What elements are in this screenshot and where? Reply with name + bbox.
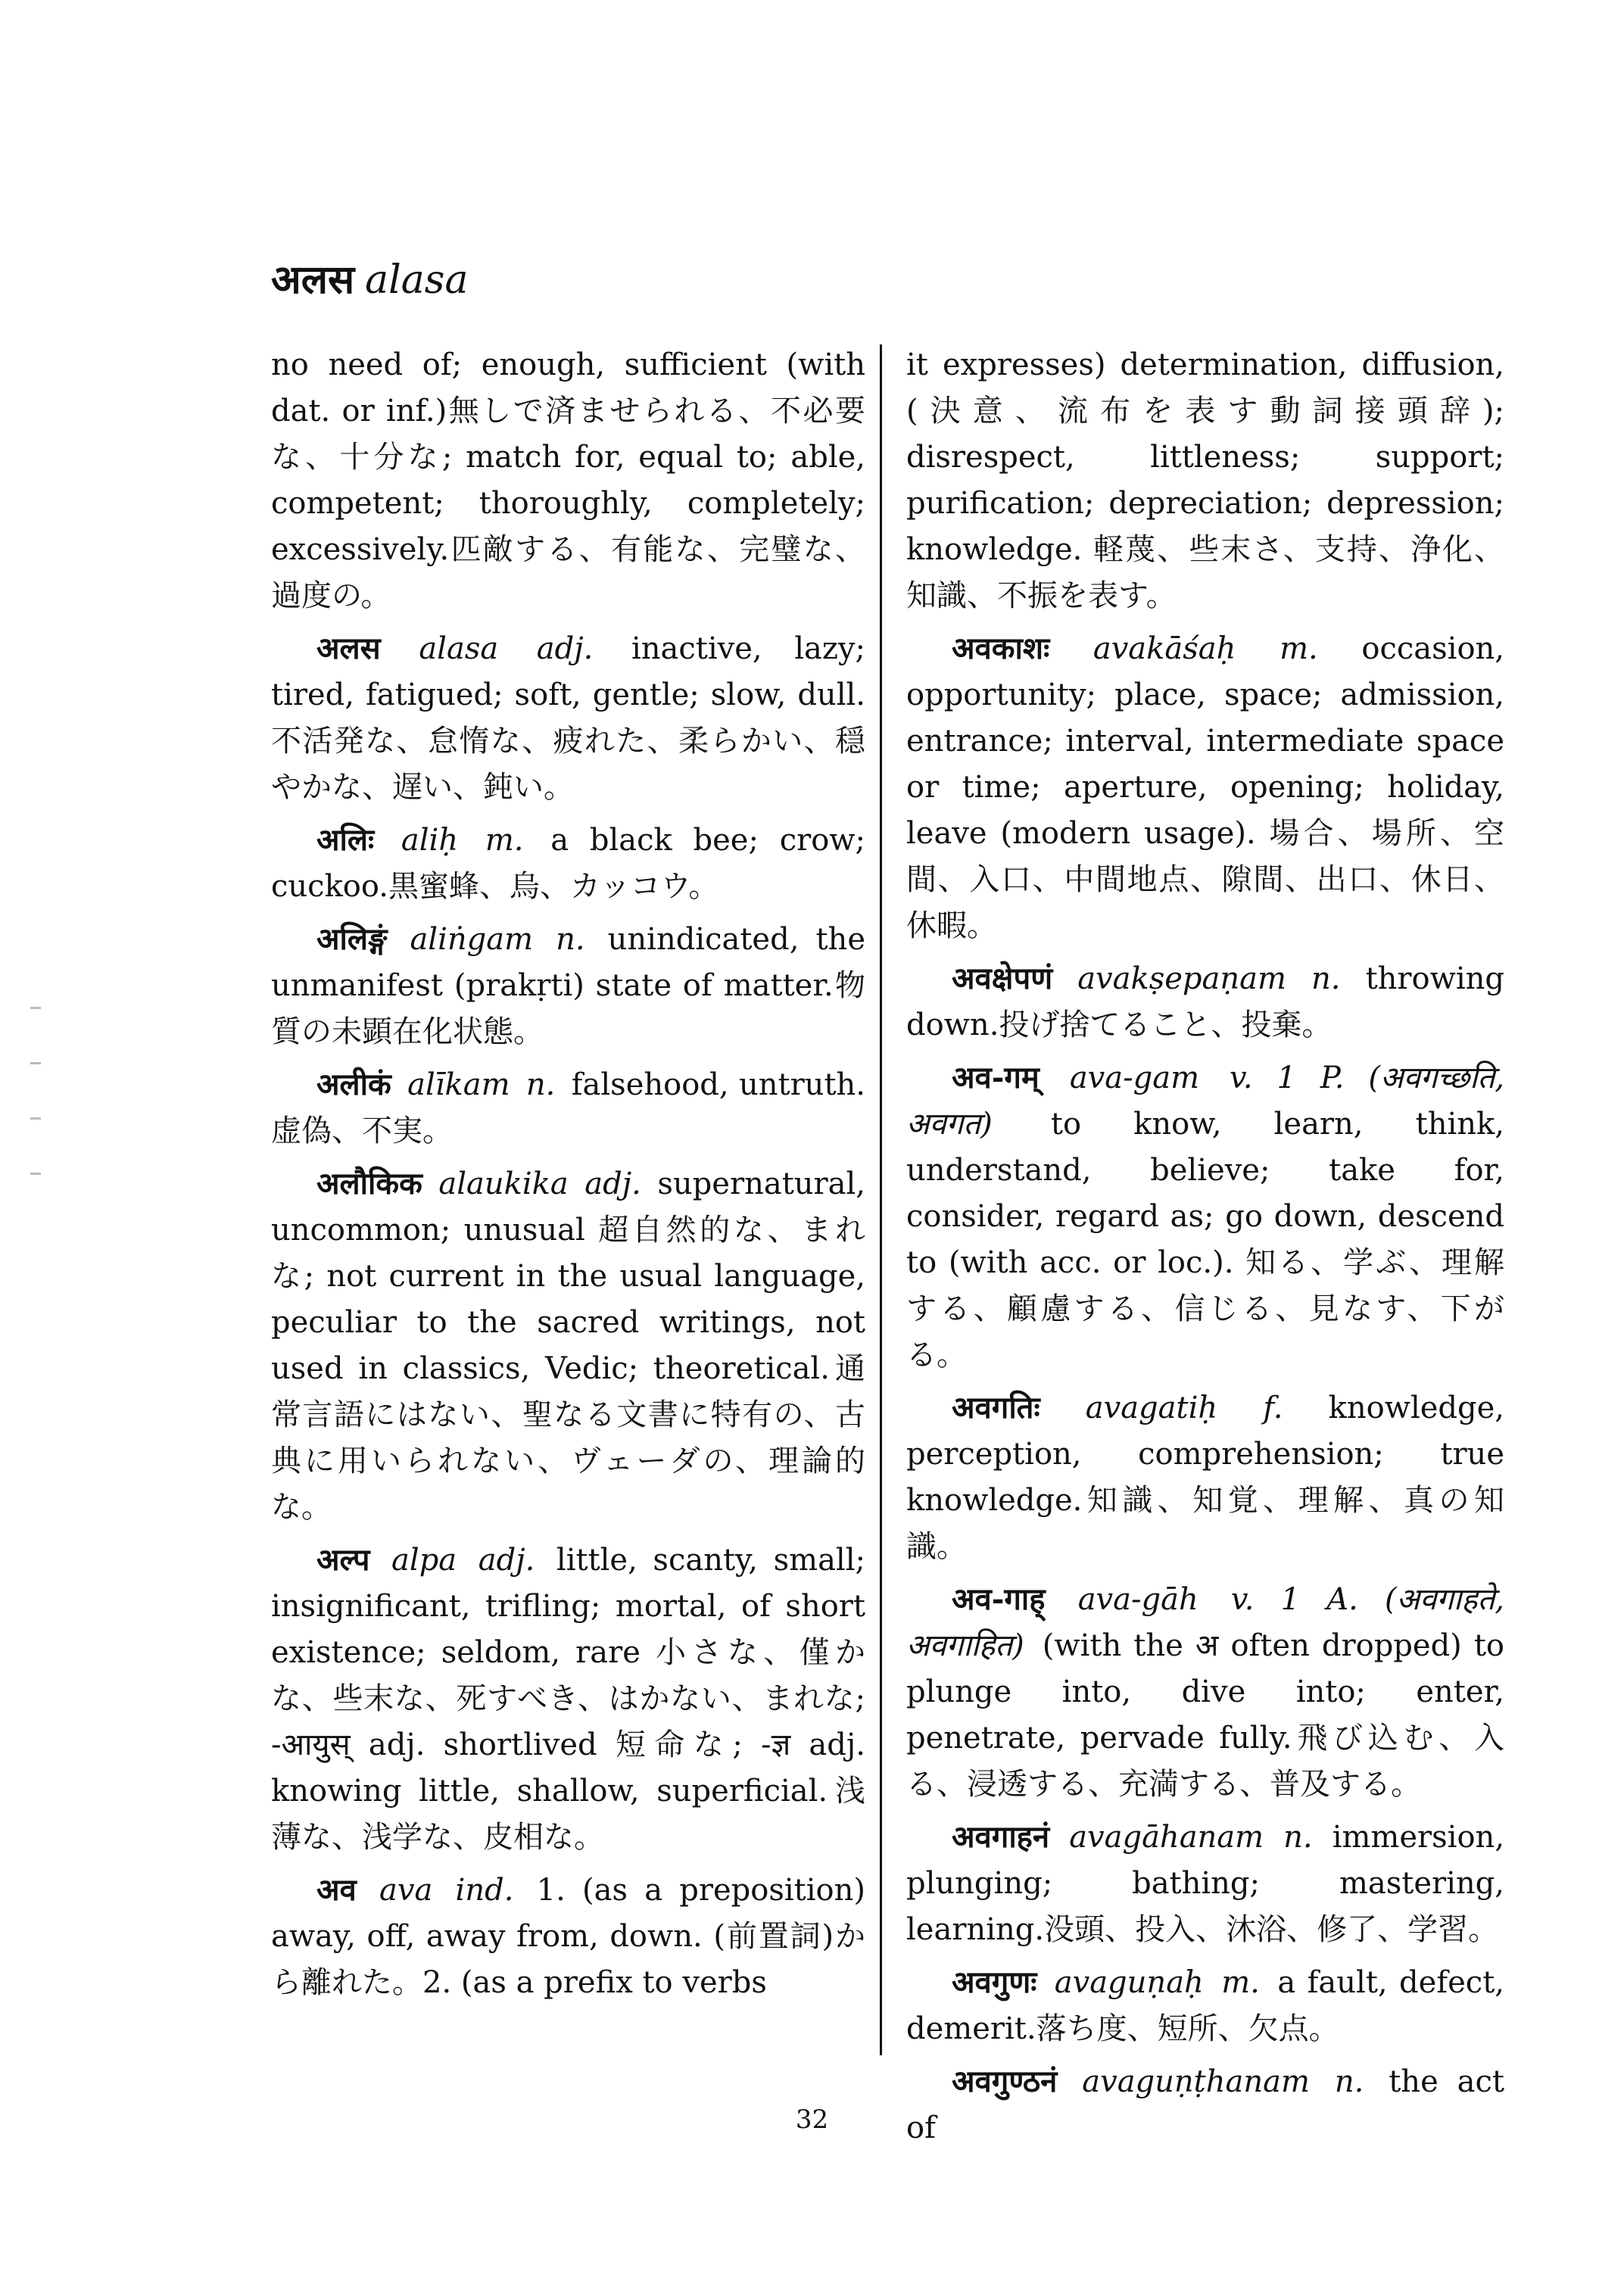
dictionary-entry: [271, 1161, 865, 1531]
entry-headword: अवगुणः: [952, 1964, 1037, 2000]
entry-definition: little, scanty, small; insignificant, trifling; mortal, of short existence; seldom, rare 小さな、僅かな、些末な、死すべき、はかない、まれな; -आयुस् adj. shortlived 短命な; -ज्ञ adj. knowing little, shallow, superficial.浅薄な、浅学な、皮相な。: [271, 1543, 865, 1855]
entry-headword: अव-गाह्: [952, 1581, 1046, 1617]
dictionary-entry: [271, 1867, 865, 2006]
entry-definition: a fault, defect, demerit.落ち度、短所、欠点。: [906, 1965, 1504, 2046]
entry-translit: avakṣepaṇam: [1077, 961, 1286, 996]
entry-grammar: n.: [1311, 961, 1341, 996]
entry-headword: अवक्षेपणं: [952, 961, 1053, 996]
page-number: 32: [795, 2105, 829, 2135]
entry-definition: supernatural, uncommon; unusual 超自然的な、まれな; not current in the usual language, peculiar to the sacred writings, not used in classics, Vedic; theoretical.通常言語にはない、聖なる文書に特有の、古典に用いられない、ヴェーダの、理論的な。: [271, 1167, 865, 1525]
dictionary-entry: [906, 1385, 1504, 1570]
entry-definition: no need of; enough, sufficient (with dat. or inf.)無しで済ませられる、不必要な、十分な; match for, equal to; able, competent; thoroughly, completely; excessively.匹敵する、有能な、完璧な、過度の。: [271, 347, 865, 613]
entry-definition: (with the अ often dropped) to plunge into, dive into; enter, penetrate, pervade fully.飛び込む、入る、浸透する、充満する、普及する。: [906, 1628, 1504, 1802]
entry-grammar: adj.: [536, 631, 594, 666]
entry-definition: to know, learn, think, understand, believe; take for, consider, regard as; go down, descend to (with acc. or loc.). 知る、学ぶ、理解する、顧慮する、信じる、見なす、下がる。: [906, 1107, 1504, 1372]
entry-translit: avakāśaḥ: [1093, 631, 1236, 666]
entry-grammar: m.: [1221, 1965, 1260, 2000]
dictionary-entry: [906, 1959, 1504, 2052]
entry-continuation: [906, 342, 1504, 619]
entry-definition: falsehood, untruth.虚偽、不実。: [271, 1067, 865, 1148]
entry-headword: अलीकं: [316, 1067, 391, 1102]
right-column: [906, 342, 1504, 2157]
entry-grammar: ind.: [455, 1873, 514, 1908]
entry-grammar: n.: [1334, 2064, 1364, 2099]
entry-translit: alaukika: [438, 1167, 569, 1201]
dictionary-entry: [271, 625, 865, 811]
entry-definition: knowledge, perception, comprehension; true knowledge.知識、知覚、理解、真の知識。: [906, 1391, 1505, 1564]
dictionary-entry: [271, 916, 865, 1055]
entry-definition: throwing down.投げ捨てること、投棄。: [906, 961, 1505, 1042]
column-divider: [880, 344, 882, 2055]
entry-translit: ava-gāh: [1077, 1582, 1199, 1617]
entry-definition: it expresses) determination, diffusion, (決意、流布を表す動詞接頭辞); disrespect, littleness; support; purification; depreciation; depression; knowledge. 軽蔑、些末さ、支持、浄化、知識、不振を表す。: [906, 347, 1504, 613]
entry-grammar: v. 1 P. (अवगच्छति, अवगत): [906, 1061, 1504, 1142]
entry-headword: अवगतिः: [952, 1390, 1040, 1425]
dictionary-entry: [271, 817, 865, 910]
entry-translit: avaguṇaḥ: [1054, 1965, 1204, 2000]
entry-translit: avagāhanam: [1069, 1820, 1264, 1855]
entry-translit: ava: [379, 1873, 433, 1908]
entry-definition: the act of: [906, 2064, 1504, 2145]
entry-definition: immersion, plunging; bathing; mastering, learning.没頭、投入、沐浴、修了、学習。: [906, 1820, 1505, 1947]
entry-headword: अवकाशः: [952, 631, 1050, 666]
entry-grammar: adj.: [478, 1543, 535, 1578]
entry-definition: unindicated, the unmanifest (prakṛti) state of matter.物質の未顕在化状態。: [271, 922, 865, 1049]
entry-continuation: [271, 342, 865, 619]
entry-headword: अलिः: [316, 822, 375, 858]
entry-headword: अवगाहनं: [952, 1819, 1050, 1855]
entry-grammar: n.: [556, 922, 585, 957]
dictionary-entry: [906, 1055, 1504, 1379]
dictionary-entry: [906, 1576, 1504, 1808]
scan-margin-marks: [30, 1007, 45, 1228]
dictionary-entry: [271, 1061, 865, 1154]
dictionary-entry: [906, 625, 1504, 949]
entry-translit: aliḥ: [401, 823, 459, 858]
entry-translit: alīkam: [407, 1067, 510, 1102]
entry-translit: avagatiḥ: [1085, 1391, 1218, 1425]
left-column: [271, 342, 865, 2012]
entry-headword: अल्प: [316, 1542, 370, 1578]
entry-definition: occasion, opportunity; place, space; admission, entrance; interval, intermediate space or time; aperture, opening; holiday, leave (modern usage). 場合、場所、空間、入口、中間地点、隙間、出口、休日、休暇。: [906, 631, 1505, 943]
entry-headword: अवगुण्ठनं: [952, 2064, 1058, 2099]
entry-grammar: m.: [485, 823, 524, 858]
dictionary-entry: [906, 955, 1504, 1048]
entry-grammar: f.: [1263, 1391, 1283, 1425]
page-header: [271, 254, 468, 307]
entry-translit: alasa: [419, 631, 499, 666]
entry-translit: ava-gam: [1069, 1061, 1200, 1095]
entry-grammar: adj.: [584, 1167, 641, 1201]
entry-definition: inactive, lazy; tired, fatigued; soft, gentle; slow, dull.不活発な、怠惰な、疲れた、柔らかい、穏やかな、遅い、鈍い。: [271, 631, 865, 805]
entry-definition: a black bee; crow; cuckoo.黒蜜蜂、烏、カッコウ。: [271, 823, 866, 904]
entry-translit: avaguṇṭhanam: [1082, 2064, 1310, 2099]
dictionary-entry: [906, 1814, 1504, 1953]
entry-headword: अव: [316, 1872, 357, 1908]
entry-headword: अलौकिक: [316, 1166, 422, 1201]
entry-definition: 1. (as a preposition) away, off, away from, down. (前置詞)から離れた。2. (as a prefix to verbs: [271, 1873, 865, 2000]
entry-grammar: m.: [1280, 631, 1318, 666]
entry-headword: अलिङ्गं: [316, 921, 388, 957]
entry-translit: alpa: [391, 1543, 457, 1578]
header-translit: alasa: [365, 257, 469, 303]
entry-grammar: v. 1 A. (अवगाहते, अवगाहित): [906, 1582, 1504, 1663]
entry-headword: अलस: [316, 631, 381, 666]
entry-headword: अव-गम्: [952, 1060, 1040, 1095]
dictionary-entry: [271, 1537, 865, 1861]
entry-grammar: n.: [525, 1067, 556, 1102]
entry-translit: aliṅgam: [410, 922, 534, 957]
entry-grammar: n.: [1283, 1820, 1313, 1855]
header-headword: अलस: [271, 257, 355, 303]
